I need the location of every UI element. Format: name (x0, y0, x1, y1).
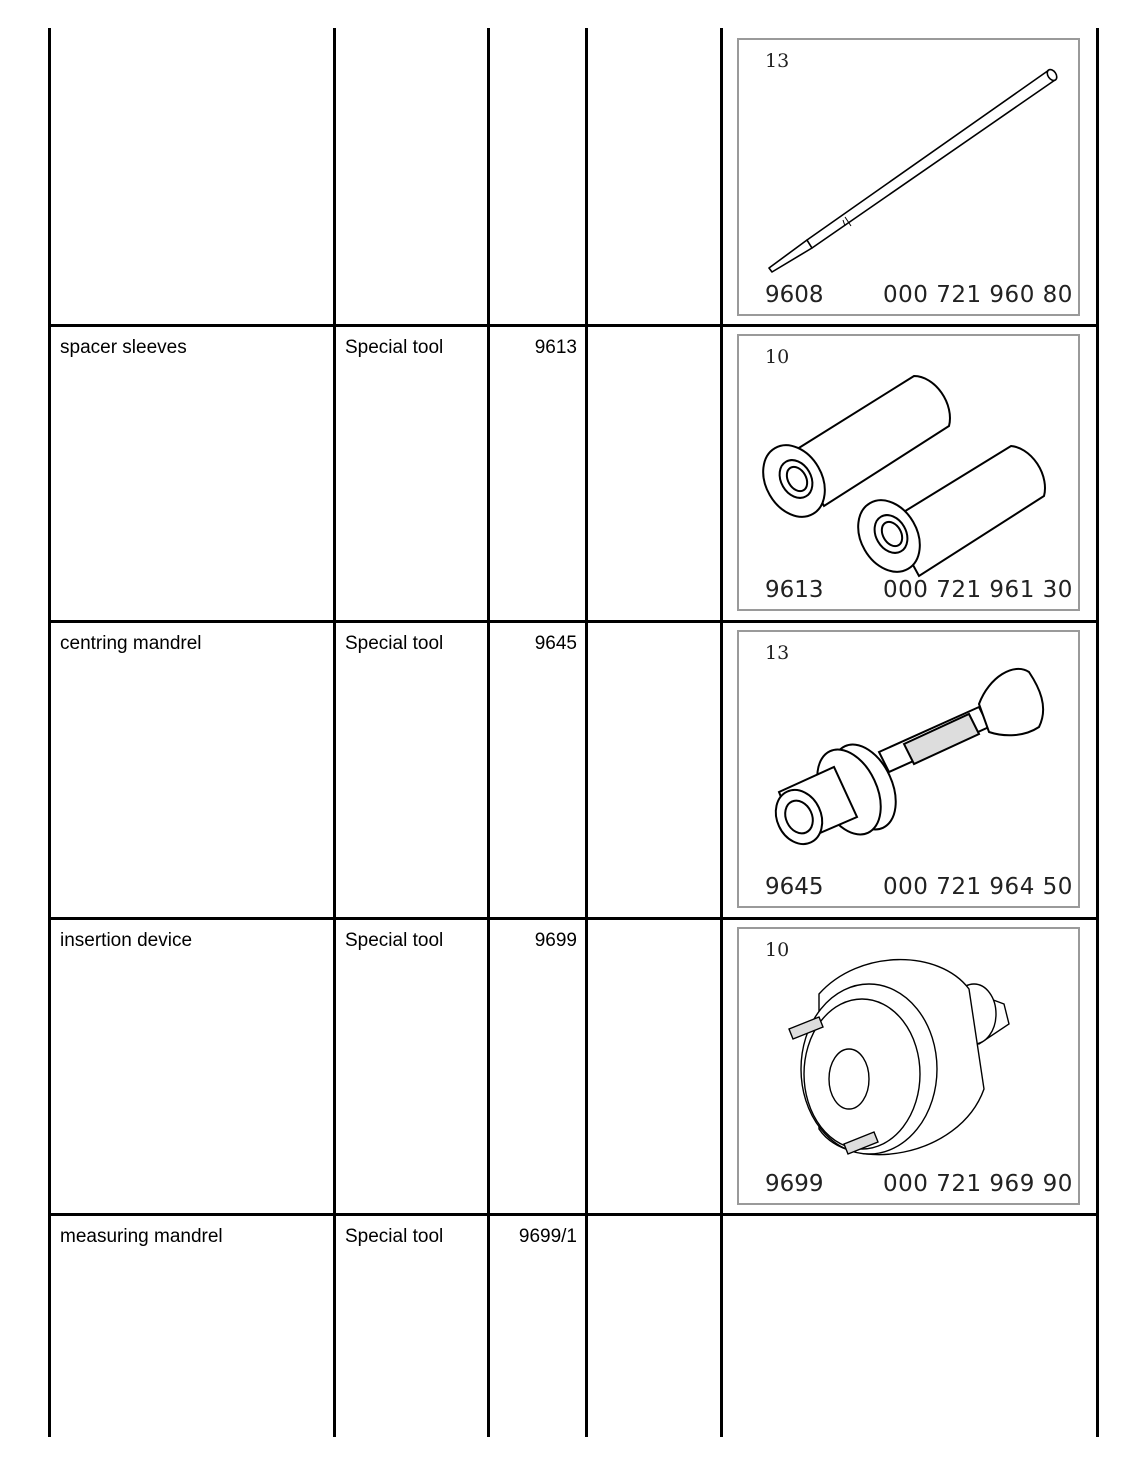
column-divider (48, 28, 51, 1437)
pin-punch-icon (739, 40, 1078, 314)
description-cell: centring mandrel (60, 633, 202, 654)
description-cell: insertion device (60, 930, 193, 951)
row-divider (48, 620, 1099, 623)
quantity-label: 13 (765, 642, 790, 664)
tool-number-label: 9645 (765, 874, 824, 900)
description-cell: spacer sleeves (60, 337, 187, 358)
tool-illustration (737, 38, 1080, 316)
tool-illustration (737, 630, 1080, 908)
part-number-label: 000 721 960 80 (883, 282, 1073, 308)
tool-number-cell: 9699 (534, 930, 577, 951)
row-divider (48, 917, 1099, 920)
tool-number-cell: 9699/1 (518, 1226, 577, 1247)
type-cell: Special tool (345, 1226, 444, 1247)
quantity-label: 13 (765, 50, 790, 72)
part-number-label: 000 721 969 90 (883, 1171, 1073, 1197)
tool-illustration (737, 927, 1080, 1205)
description-cell: measuring mandrel (60, 1226, 223, 1247)
tool-number-cell: 9613 (534, 337, 577, 358)
tool-number-label: 9613 (765, 577, 824, 603)
row-divider (48, 1213, 1099, 1216)
column-divider (1096, 28, 1099, 1437)
tool-illustration (737, 334, 1080, 611)
quantity-label: 10 (765, 346, 790, 368)
centring-mandrel-icon (739, 632, 1078, 906)
insertion-device-icon (739, 929, 1078, 1203)
column-divider (720, 28, 723, 1437)
type-cell: Special tool (345, 930, 444, 951)
type-cell: Special tool (345, 633, 444, 654)
column-divider (333, 28, 336, 1437)
row-divider (48, 324, 1099, 327)
part-number-label: 000 721 961 30 (883, 577, 1073, 603)
type-cell: Special tool (345, 337, 444, 358)
tool-number-cell: 9645 (534, 633, 577, 654)
quantity-label: 10 (765, 939, 790, 961)
part-number-label: 000 721 964 50 (883, 874, 1073, 900)
tool-number-label: 9608 (765, 282, 824, 308)
column-divider (585, 28, 588, 1437)
tool-number-label: 9699 (765, 1171, 824, 1197)
spacer-sleeves-icon (739, 336, 1078, 609)
